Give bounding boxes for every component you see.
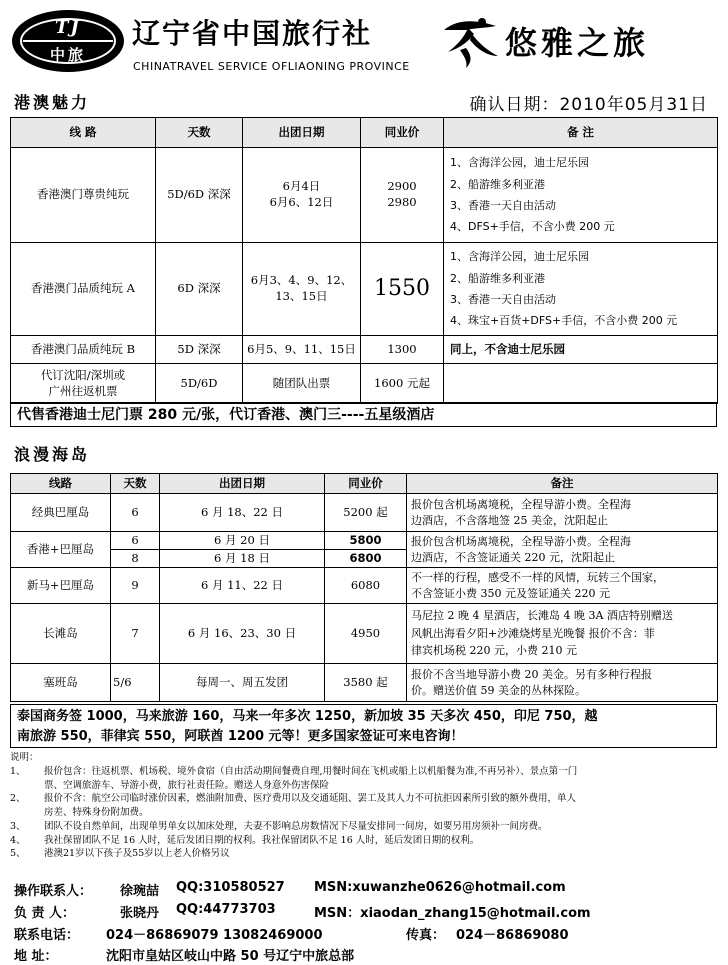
route-cell: 新马+巴厘岛 <box>11 568 111 604</box>
col-header-date: 出团日期 <box>160 474 325 494</box>
col-header-route: 线 路 <box>11 118 156 148</box>
page-header <box>0 0 728 82</box>
notes-cell: 1、含海洋公园，迪士尼乐园 2、船游维多利亚港 3、香港一天自由活动 4、DFS+手信，不含小费 200 元 <box>444 148 718 243</box>
note-item: 4、 我社保留团队不足 16 人时，延后发团日期的权利。我社保留团队不足 16 人时，延后发团日期的权利。 <box>10 834 480 846</box>
days-cell: 5D/6D 深深 <box>156 148 243 243</box>
note-item: 3、 团队不设自然单间，出现单男单女以加床处理，夫妻不影响总房数情况下尽量安排同一间房，如要另用房须补一间房费。 <box>10 820 548 832</box>
price-cell: 1600 元起 <box>361 364 444 404</box>
brand-slogan: 悠雅之旅 <box>505 24 650 62</box>
note-item: 1、 报价包含：往返机票、机场税、境外食宿（自由活动期间餐费自理,用餐时间在飞机或船上以机船餐为准,不再另补）、景点第一门 票、空调旅游车、导游小费，旅行社责任险。赠送人身意外伤害保险 <box>10 765 578 791</box>
table-row <box>11 604 718 664</box>
notes-cell: 报价包含机场离境税，全程导游小费。全程海 边酒店，不含落地签 25 美金，沈阳起止 <box>407 494 718 532</box>
date-cell: 6 月 18、22 日 <box>160 494 325 532</box>
days-cell: 8 <box>111 550 160 568</box>
notes-cell: 同上，不含迪士尼乐园 <box>444 336 718 364</box>
visa-banner-line-1: 泰国商务签 1000，马来旅游 160，马来一年多次 1250，新加坡 35 天多次 450，印尼 750，越 <box>17 709 598 724</box>
price-cell: 4950 <box>325 604 407 664</box>
date-cell: 6月5、9、11、15日 <box>243 336 361 364</box>
table-row <box>11 243 718 336</box>
col-header-days: 天数 <box>111 474 160 494</box>
operator-msn[interactable]: MSN:xuwanzhe0626@hotmail.com <box>314 880 566 895</box>
col-header-notes: 备注 <box>407 474 718 494</box>
notes-cell <box>444 364 718 404</box>
route-cell: 香港澳门尊贵纯玩 <box>11 148 156 243</box>
date-cell: 6月3、4、9、12、 13、15日 <box>243 243 361 336</box>
table-header-row <box>11 474 718 494</box>
table-row <box>11 494 718 532</box>
table-row <box>11 148 718 243</box>
route-cell: 香港+巴厘岛 <box>11 532 111 568</box>
date-cell: 6 月 20 日 <box>160 532 325 550</box>
table-row <box>11 532 718 550</box>
col-header-route: 线路 <box>11 474 111 494</box>
section-title-islands: 浪漫海岛 <box>14 445 91 464</box>
notes-cell: 报价包含机场离境税，全程导游小费。全程海 边酒店，不含签证通关 220 元，沈阳起止 <box>407 532 718 568</box>
address: 地 址： 沈阳市皇姑区岐山中路 50 号辽宁中旅总部 <box>14 949 355 964</box>
logo-letters: TJ <box>55 17 81 38</box>
table-row <box>11 364 718 404</box>
days-cell: 9 <box>111 568 160 604</box>
company-name: 辽宁省中国旅行社 <box>132 17 373 50</box>
island-table <box>10 473 718 702</box>
disney-ticket-banner: 代售香港迪士尼门票 280 元/张，代订香港、澳门三----五星级酒店 <box>10 402 717 427</box>
days-cell: 5D 深深 <box>156 336 243 364</box>
note-item: 2、 报价不含：航空公司临时涨价因素，燃油附加费、医疗费用以及交通延阻、罢工及其人力不可抗拒因素所引致的额外费用，单人 房差、特殊身份附加费。 <box>10 793 577 819</box>
price-cell: 5200 起 <box>325 494 407 532</box>
days-cell: 6D 深深 <box>156 243 243 336</box>
table-row <box>11 664 718 702</box>
route-cell: 香港澳门品质纯玩 A <box>11 243 156 336</box>
price-cell: 1550 <box>361 243 444 336</box>
date-cell: 6 月 16、23、30 日 <box>160 604 325 664</box>
company-name-en: CHINATRAVEL SERVICE OFLIAONING PROVINCE <box>133 60 410 73</box>
col-header-days: 天数 <box>156 118 243 148</box>
confirm-date: 确认日期：2010年05月31日 <box>469 95 708 115</box>
price-cell: 3580 起 <box>325 664 407 702</box>
col-header-price: 同业价 <box>325 474 407 494</box>
price-cell: 6800 <box>325 550 407 568</box>
price-cell: 2900 2980 <box>361 148 444 243</box>
notes-cell: 马尼拉 2 晚 4 星酒店，长滩岛 4 晚 3A 酒店特别赠送 风帆出海看夕阳+沙滩烧烤星光晚餐 报价不含：菲 律宾机场税 220 元，小费 210 元 <box>407 604 718 664</box>
table-header-row <box>11 118 718 148</box>
logo-text: 中旅 <box>49 46 86 64</box>
notes-cell: 报价不含当地导游小费 20 美金。另有多种行程报 价。赠送价值 59 美金的丛林探险。 <box>407 664 718 702</box>
price-cell: 6080 <box>325 568 407 604</box>
table-row <box>11 568 718 604</box>
manager-contact: 负 责 人： 张晓丹 QQ:44773703 MSN：xiaodan_zhang15@hotmail.com <box>14 902 591 921</box>
notes-cell: 不一样的行程，感受不一样的风情，玩转三个国家， 不含签证小费 350 元及签证通关 220 元 <box>407 568 718 604</box>
price-cell: 5800 <box>325 532 407 550</box>
days-cell: 6 <box>111 532 160 550</box>
days-cell: 5/6 <box>111 664 160 702</box>
brush-figure-icon <box>438 12 502 70</box>
date-cell: 6 月 18 日 <box>160 550 325 568</box>
phone-contact: 联系电话： 024－86869079 13082469000 传真： 024－86869080 <box>14 928 569 943</box>
route-cell: 长滩岛 <box>11 604 111 664</box>
company-logo <box>12 10 124 72</box>
notes-block <box>10 751 722 861</box>
notes-title: 说明： <box>10 752 39 763</box>
visa-banner <box>10 704 717 748</box>
col-header-date: 出团日期 <box>243 118 361 148</box>
days-cell: 6 <box>111 494 160 532</box>
route-cell: 代订沈阳/深圳或 广州往返机票 <box>11 364 156 404</box>
route-cell: 香港澳门品质纯玩 B <box>11 336 156 364</box>
date-cell: 6月4日 6月6、12日 <box>243 148 361 243</box>
table-row <box>11 336 718 364</box>
hk-macau-table <box>10 117 718 404</box>
note-item: 5、 港澳21岁以下孩子及55岁以上老人价格另议 <box>10 848 230 860</box>
route-cell: 塞班岛 <box>11 664 111 702</box>
visa-banner-line-2: 南旅游 550，菲律宾 550，阿联酋 1200 元等！更多国家签证可来电咨询！ <box>17 729 464 744</box>
section-title-hk-macau: 港澳魅力 <box>14 93 91 112</box>
price-cell: 1300 <box>361 336 444 364</box>
col-header-notes: 备 注 <box>444 118 718 148</box>
days-cell: 7 <box>111 604 160 664</box>
date-cell: 6 月 11、22 日 <box>160 568 325 604</box>
date-cell: 每周一、周五发团 <box>160 664 325 702</box>
manager-msn[interactable]: MSN：xiaodan_zhang15@hotmail.com <box>314 906 591 921</box>
operator-contact: 操作联系人： 徐琬喆 QQ:310580527 MSN:xuwanzhe0626@hotmail.com <box>14 880 566 899</box>
date-cell: 随团队出票 <box>243 364 361 404</box>
days-cell: 5D/6D <box>156 364 243 404</box>
notes-cell: 1、含海洋公园，迪士尼乐园 2、船游维多利亚港 3、香港一天自由活动 4、珠宝+百货+DFS+手信，不含小费 200 元 <box>444 243 718 336</box>
col-header-price: 同业价 <box>361 118 444 148</box>
route-cell: 经典巴厘岛 <box>11 494 111 532</box>
